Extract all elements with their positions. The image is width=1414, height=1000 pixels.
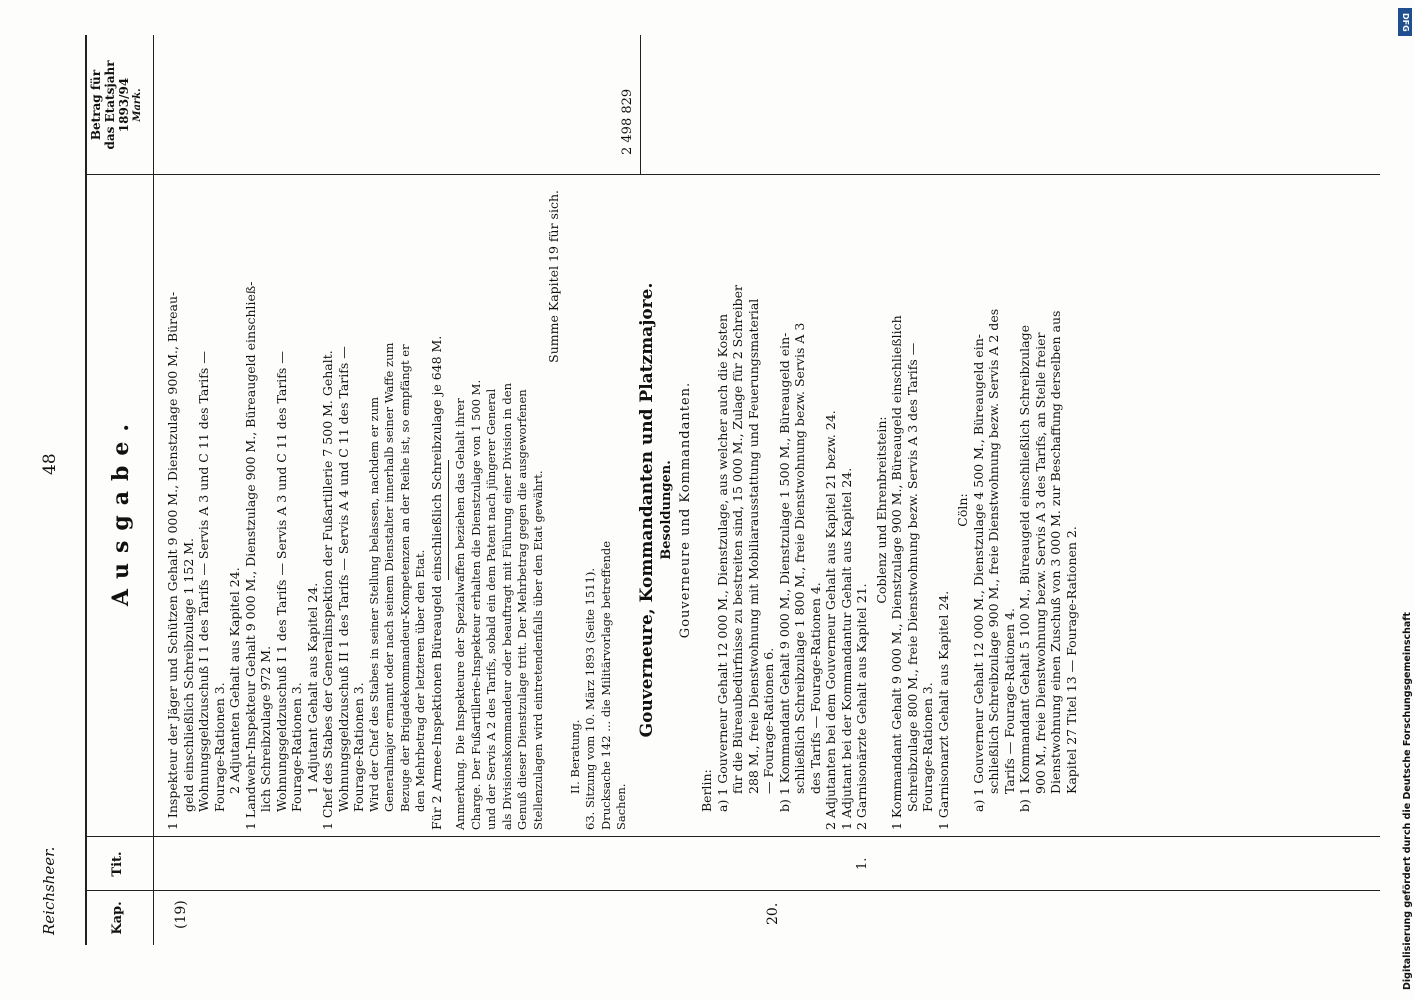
text-line: b) 1 Kommandant Gehalt 5 100 M., Büreaugeld einschließlich Schreibzulage bbox=[1017, 324, 1032, 812]
running-header: Reichsheer. bbox=[40, 846, 58, 935]
amount-rule bbox=[640, 35, 641, 175]
note-line: als Divisionskommandeur oder beauftragt mit Führung einer Division in den bbox=[499, 383, 514, 830]
sum-line: Summe Kapitel 19 für sich. bbox=[546, 190, 561, 363]
text-line: — Fourage-Rationen 6. bbox=[761, 647, 776, 794]
text-line: geld einschließlich Schreibzulage 1 152 M. bbox=[180, 537, 196, 812]
note-line: Charge. Der Fußartillerie-Inspekteur erhalten die Dienstzulage von 1 500 M. bbox=[468, 379, 483, 830]
betrag-line3: 1893/94 bbox=[117, 77, 131, 133]
tit-1: 1. bbox=[855, 857, 870, 870]
text-line: Dienstwohnung einen Zuschuß von 3 000 M. zur Beschaffung derselben aus bbox=[1048, 310, 1063, 794]
text-line: Bezuge der Brigadekommandeur-Kompetenzen an der Reihe ist, so empfängt er bbox=[397, 344, 412, 812]
text-line: 2 Garnisonärzte Gehalt aus Kapitel 21. bbox=[854, 583, 869, 830]
rotated-page bbox=[40, 35, 1410, 945]
text-line: Für 2 Armee-Inspektionen Büreaugeld einschließlich Schreibzulage je 648 M. bbox=[428, 335, 444, 830]
note-line: und der Servis A 2 des Tarifs, sobald ein dem Patent nach jüngerer General bbox=[484, 388, 498, 830]
amount-total: 2 498 829 bbox=[620, 88, 635, 155]
text-line: Wohnungsgeldzuschuß I 1 des Tarifs — Servis A 3 und C 11 des Tarifs — bbox=[196, 351, 211, 812]
text-line: 1 Landwehr-Inspekteur Gehalt 9 000 M., Dienstzulage 900 M., Büreaugeld einschließ- bbox=[242, 281, 258, 830]
tit-col-rule bbox=[85, 836, 1380, 837]
place-heading: Coblenz und Ehrenbreitstein: bbox=[873, 416, 889, 604]
text-line: a) 1 Gouverneur Gehalt 12 000 M., Dienstzulage 4 500 M., Büreaugeld ein- bbox=[970, 334, 986, 812]
text-line: Fourage-Rationen 3. bbox=[289, 682, 304, 812]
reference-line: Sachen. bbox=[614, 783, 628, 830]
text-line: Wird der Chef des Stabes in seiner Stellung belassen, nachdem er zum bbox=[366, 396, 381, 812]
text-line: Wohnungsgeldzuschuß II 1 des Tarifs — Servis A 4 und C 11 des Tarifs — bbox=[335, 346, 351, 812]
text-line: Schreibzulage 800 M., freie Dienstwohnung bezw. Servis A 3 des Tarifs — bbox=[904, 342, 920, 812]
text-line: Kapitel 27 Titel 13 — Fourage-Rationen 2. bbox=[1063, 526, 1079, 794]
text-line: 2 Adjutanten bei dem Gouverneur Gehalt aus Kapitel 21 bezw. 24. bbox=[823, 410, 838, 830]
text-line: des Tarifs — Fourage-Rationen 4. bbox=[807, 582, 823, 794]
kap-col-rule bbox=[85, 890, 1380, 891]
text-line: 2 Adjutanten Gehalt aus Kapitel 24. bbox=[227, 567, 242, 794]
page-title: Ausgabe. bbox=[108, 413, 134, 607]
note-line: Anmerkung. Die Inspekteure der Spezialwaffen beziehen das Gehalt ihrer bbox=[453, 398, 467, 830]
session-line: 63. Sitzung vom 10. März 1893 (Seite 1511). bbox=[583, 567, 597, 830]
text-line: den Mehrbetrag der letzteren über den Etat. bbox=[413, 549, 427, 812]
top-rule bbox=[85, 35, 87, 945]
text-line: schließlich Schreibzulage 900 M., freie Dienstwohnung bezw. Servis A 2 des bbox=[986, 308, 1001, 794]
text-line: schließlich Schreibzulage 1 800 M., freie Dienstwohnung bezw. Servis A 3 bbox=[792, 322, 807, 794]
note-line: Genuß dieser Dienstzulage tritt. Der Mehrbetrag gegen die ausgeworfenen bbox=[515, 389, 529, 830]
subsection-title: Besoldungen. bbox=[659, 460, 674, 560]
note-line: Stellenzulagen wird eintretendenfalls über den Etat gewährt. bbox=[530, 470, 545, 830]
betrag-line2: das Etatsjahr bbox=[103, 60, 117, 150]
budget-table bbox=[85, 35, 1385, 945]
kap-20: 20. bbox=[765, 902, 781, 925]
col-kap: Kap. bbox=[110, 901, 125, 935]
kap-19: (19) bbox=[173, 900, 189, 929]
text-line: Fourage-Rationen 3. bbox=[211, 682, 227, 812]
text-line: Fourage-Rationen 3. bbox=[351, 682, 366, 812]
text-line: 1 Garnisonarzt Gehalt aus Kapitel 24. bbox=[935, 590, 951, 830]
place-heading: Cöln: bbox=[955, 493, 970, 527]
divider bbox=[448, 460, 449, 580]
text-line: 1 Adjutant Gehalt aus Kapitel 24. bbox=[304, 582, 320, 794]
text-line: 1 Adjutant bei der Kommandantur Gehalt aus Kapitel 24. bbox=[838, 467, 854, 830]
text-line: Fourage-Rationen 3. bbox=[920, 682, 935, 812]
reading-line: II. Beratung. bbox=[567, 719, 582, 794]
text-line: 1 Chef des Stabes der Generalinspektion der Fußartillerie 7 500 M. Gehalt. bbox=[320, 350, 335, 830]
col-tit: Tit. bbox=[110, 851, 125, 877]
reference-line: Drucksache 142 ... die Militärvorlage betreffende bbox=[598, 540, 613, 830]
text-line: 1 Kommandant Gehalt 9 000 M., Dienstzulage 900 M., Büreaugeld einschließlich bbox=[889, 315, 904, 830]
subsection-title: Gouverneure und Kommandanten. bbox=[677, 381, 693, 639]
place-heading: Berlin: bbox=[699, 769, 714, 812]
text-line: b) 1 Kommandant Gehalt 9 000 M., Dienstzulage 1 500 M., Büreaugeld ein- bbox=[776, 332, 792, 812]
text-line: für die Büreaubedürfnisse zu bestreiten sind, 15 000 M., Zulage für 2 Schreiber bbox=[730, 285, 745, 794]
page-number: 48 bbox=[40, 453, 60, 475]
text-line: 900 M., freie Dienstwohnung bezw. Servis A 3 des Tarifs, an Stelle freier bbox=[1032, 332, 1048, 794]
text-line: Wohnungsgeldzuschuß I 1 des Tarifs — Servis A 3 und C 11 des Tarifs — bbox=[273, 351, 289, 812]
text-line: a) 1 Gouverneur Gehalt 12 000 M., Dienstzulage, aus welcher auch die Kosten bbox=[714, 313, 730, 812]
text-line: 1 Inspekteur der Jäger und Schützen Gehalt 9 000 M., Dienstzulage 900 M., Büreau- bbox=[165, 291, 180, 830]
text-line: lich Schreibzulage 972 M. bbox=[258, 645, 273, 812]
text-body bbox=[165, 190, 1079, 830]
amount-col-rule bbox=[85, 174, 1380, 175]
betrag-line1: Betrag für bbox=[89, 69, 103, 141]
col-betrag bbox=[89, 37, 145, 173]
text-line: 288 M., freie Dienstwohnung mit Mobiliarausstattung und Feuerungsmaterial bbox=[745, 298, 761, 794]
title-area bbox=[108, 190, 134, 830]
text-line: Tarifs — Fourage-Rationen 4. bbox=[1001, 608, 1017, 794]
text-line: Generalmajor ernannt oder nach seinem Dienstalter innerhalb seiner Waffe zum bbox=[382, 342, 396, 812]
header-rule bbox=[153, 35, 154, 945]
digitization-note: Digitalisierung gefördert durch die Deutsche Forschungsgemeinschaft bbox=[1402, 612, 1413, 990]
dfg-logo: DFG bbox=[1398, 8, 1412, 36]
betrag-unit: Mark. bbox=[132, 88, 143, 122]
section-title: Gouverneure, Kommandanten und Platzmajore. bbox=[636, 282, 657, 738]
